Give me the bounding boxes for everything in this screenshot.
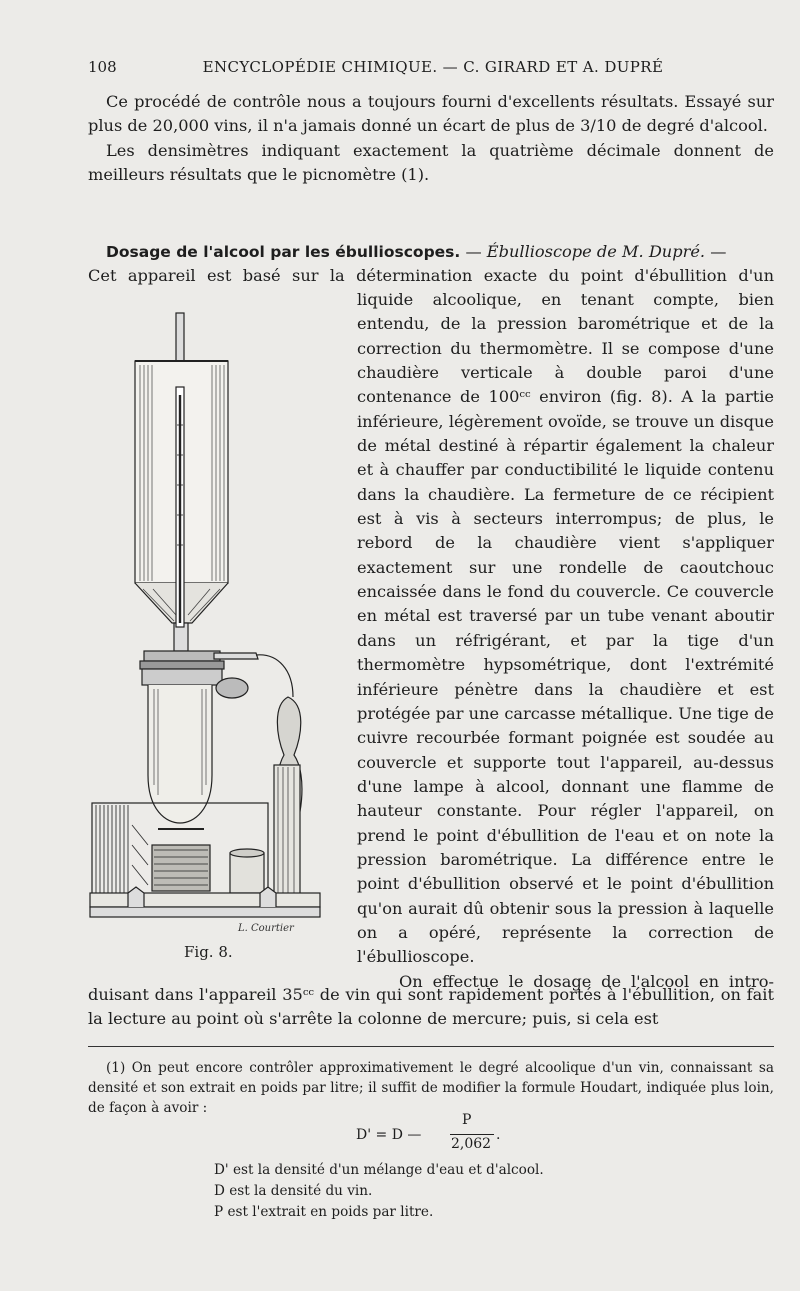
- definition-p: P est l'extrait en poids par litre.: [214, 1204, 434, 1220]
- text-block-bottom: [88, 983, 774, 1032]
- section-dash: —: [460, 242, 487, 261]
- page-number: 108: [88, 58, 117, 76]
- section-subtitle: Ébullioscope de M. Dupré.: [486, 242, 706, 261]
- wrapped-text: [357, 288, 774, 994]
- density-formula: [356, 1112, 516, 1156]
- running-header: [88, 58, 778, 80]
- formula-denominator: 2,062: [451, 1136, 492, 1152]
- formula-lhs: D' = D —: [356, 1127, 422, 1143]
- section-heading-line: [88, 240, 774, 264]
- ebullioscope-engraving: [88, 305, 328, 935]
- running-title: ENCYCLOPÉDIE CHIMIQUE. — C. GIRARD ET A. DUPRÉ: [202, 58, 664, 76]
- section-dash-end: —: [705, 242, 727, 261]
- figure-caption: Fig. 8.: [184, 943, 233, 961]
- engraver-signature: L. Courtier: [238, 923, 294, 934]
- formula-definitions: [214, 1160, 544, 1223]
- footnote-text: (1) On peut encore contrôler approximativement le degré alcoolique d'un vin, connaissant sa densité et son extrait en poids par litre; il suffit de modifier la formule Houdart, indiquée plus loin, de façon à avoir :: [88, 1060, 774, 1116]
- paragraph-4-continued: duisant dans l'appareil 35ᶜᶜ de vin qui sont rapidement portés à l'ébullition, on fait la lecture au point où s'arrête la colonne de mercure; puis, si cela est: [88, 985, 774, 1029]
- formula-period: .: [496, 1127, 501, 1143]
- definition-d-prime: D' est la densité d'un mélange d'eau et d'alcool.: [214, 1162, 544, 1178]
- paragraph-2: Les densimètres indiquant exactement la quatrième décimale donnent de meilleurs résultats que le picnomètre (1).: [88, 140, 774, 185]
- footnote-rule: [88, 1046, 774, 1047]
- formula-numerator: P: [462, 1112, 472, 1128]
- ebullioscope-figure: [88, 305, 328, 965]
- section-block: [88, 240, 774, 289]
- paragraph-4-start: On effectue le dosage de l'alcool en intro-: [399, 971, 774, 991]
- text-block-top: [88, 90, 774, 188]
- fraction-bar: [450, 1134, 494, 1135]
- section-heading: Dosage de l'alcool par les ébullioscopes.: [106, 243, 461, 261]
- paragraph-3-wrapped: liquide alcoolique, en tenant compte, bien entendu, de la pression barométrique et de la correction du thermomètre. Il se compose d'une chaudière verticale à double paroi d'une contenance de 100ᶜᶜ environ (fig. 8). A la partie inférieure, légèrement ovoïde, se trouve un disque de métal destiné à répartir également la chaleur et à chauffer par conductibilité le liquide contenu dans la chaudière. La fermeture de ce récipient est à vis à secteurs interrompus; de plus, le rebord de la chaudière vient s'appliquer exactement sur une rondelle de caoutchouc encaissée dans le fond du couvercle. Ce couvercle en métal est traversé par un tube venant aboutir dans un réfrigérant, et par la tige d'un thermomètre hypsométrique, dont l'extrémité inférieure pénètre dans la chaudière et est protégée par une carcasse métallique. Une tige de cuivre recourbée formant poignée est soudée au couvercle et supporte tout l'appareil, au-dessus d'une lampe à alcool, donnant une flamme de hauteur constante. Pour régler l'appareil, on prend le point d'ébullition de l'eau et on note la pression barométrique. La différence entre le point d'ébullition observé et le point d'ébullition qu'on aurait dû obtenir sous la pression à laquelle on a opéré, représente la correction de l'ébullioscope.: [357, 290, 774, 967]
- paragraph-3-first-line: Cet appareil est basé sur la détermination exacte du point d'ébullition d'un: [88, 266, 774, 286]
- footnote: [88, 1058, 774, 1118]
- definition-d: D est la densité du vin.: [214, 1183, 373, 1199]
- paragraph-1: Ce procédé de contrôle nous a toujours fourni d'excellents résultats. Essayé sur plus de 20,000 vins, il n'a jamais donné un écart de plus de 3/10 de degré d'alcool.: [88, 92, 774, 136]
